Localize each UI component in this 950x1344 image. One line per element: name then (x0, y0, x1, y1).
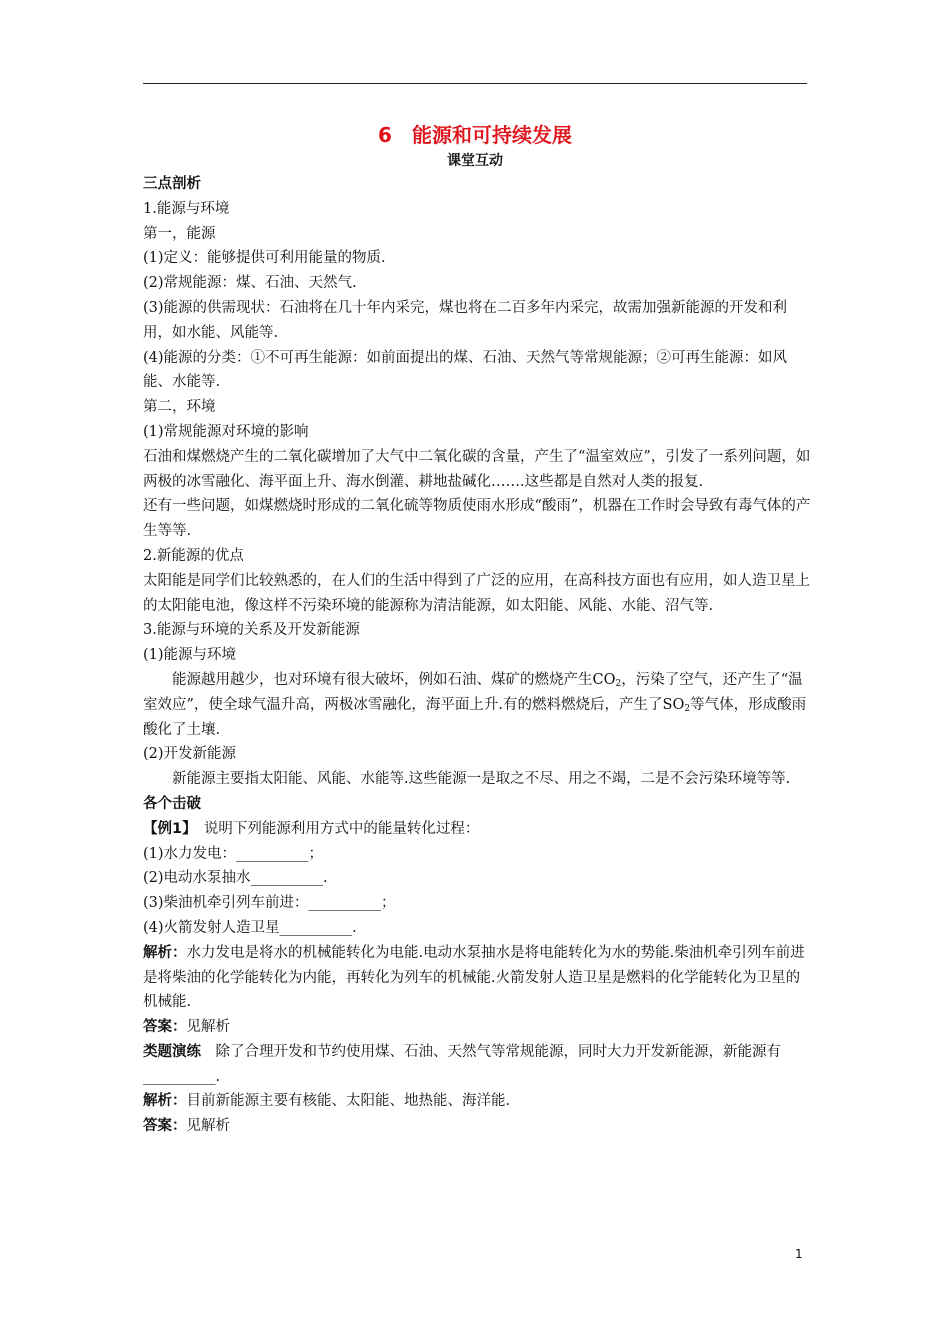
subheading-energy-relationship: 3.能源与环境的关系及开发新能源 (143, 622, 360, 639)
paragraph-greenhouse: 石油和煤燃烧产生的二氧化碳增加了大气中二氧化碳的含量，产生了“温室效应”，引发了一系列问题，如两极的冰雪融化、海平面上升、海水倒灌、耕地盐碱化…….这些都是自然对人类的报复. (143, 448, 811, 490)
paragraph-energy-env-text: 能源越用越少，也对环境有很大破坏，例如石油、煤矿的燃烧产生$CO_2$，污染了空气，还产生了“温室效应”，使全球气温升高，两极冰雪融化，海平面上升.有的燃料燃烧后，产生了$SO_2$等气体，形成酸雨酸化了土壤. (143, 671, 807, 738)
paragraph-energy-env-heading: (1)能源与环境 (143, 647, 237, 664)
paragraph-develop-text: 新能源主要指太阳能、风能、水能等.这些能源一是取之不尽、用之不竭，二是不会污染环境等等. (172, 771, 791, 788)
answer-paragraph: 答案：见解析 (143, 1019, 230, 1036)
paragraph-solar-energy: 太阳能是同学们比较熟悉的，在人们的生活中得到了广泛的应用，在高科技方面也有应用，如人造卫星上的太阳能电池，像这样不污染环境的能源称为清洁能源，如太阳能、风能、水能、沼气等. (143, 572, 810, 614)
subheading-second-environment: 第二，环境 (143, 399, 216, 416)
page-title: 6 能源和可持续发展 (378, 123, 572, 147)
question-2: (2)电动水泵抽水__________. (143, 870, 328, 887)
answer-paragraph-2: 答案：见解析 (143, 1118, 230, 1135)
example-label: 【例1】 (143, 820, 190, 837)
analysis-label: 解析： (143, 944, 187, 961)
analysis-paragraph-2: 解析：目前新能源主要有核能、太阳能、地热能、海洋能. (143, 1093, 511, 1110)
answer-label-2: 答案： (143, 1118, 187, 1135)
paragraph-classification: (4)能源的分类：①不可再生能源：如前面提出的煤、石油、天然气等常规能源；②可再生能源：如风能、水能等. (143, 349, 788, 391)
practice-label: 类题演练 (143, 1043, 201, 1060)
subheading-energy-environment: 1.能源与环境 (143, 200, 230, 217)
answer-label: 答案： (143, 1019, 187, 1036)
section-heading-analysis: 三点剖析 (143, 176, 201, 192)
question-1: (1)水力发电：__________； (143, 845, 324, 862)
paragraph-conventional-energy: (2)常规能源：煤、石油、天然气. (143, 275, 357, 292)
paragraph-definition: (1)定义：能够提供可利用能量的物质. (143, 250, 386, 267)
header-rule (143, 83, 807, 84)
document-body (143, 172, 813, 1139)
analysis-label-2: 解析： (143, 1093, 187, 1110)
paragraph-develop-heading: (2)开发新能源 (143, 746, 237, 763)
subheading-new-energy-advantages: 2.新能源的优点 (143, 547, 244, 564)
section-heading-breakthrough: 各个击破 (143, 795, 201, 812)
practice-question: 类题演练 除了合理开发和节约使用煤、石油、天然气等常规能源，同时大力开发新能源，新能源有__________. (143, 1043, 781, 1085)
question-4: (4)火箭发射人造卫星__________. (143, 919, 357, 936)
paragraph-acid-rain: 还有一些问题，如煤燃烧时形成的二氧化硫等物质使雨水形成“酸雨”，机器在工作时会导致有毒气体的产生等等. (143, 498, 811, 540)
subheading-first-energy: 第一，能源 (143, 225, 216, 242)
page-subtitle: 课堂互动 (447, 153, 503, 169)
paragraph-supply-status: (3)能源的供需现状：石油将在几十年内采完，煤也将在二百多年内采完，故需加强新能源的开发和利用，如水能、风能等. (143, 299, 788, 341)
paragraph-impact-heading: (1)常规能源对环境的影响 (143, 423, 309, 440)
example-question: 【例1】 说明下列能源利用方式中的能量转化过程： (143, 820, 480, 837)
page-number: 1 (795, 1247, 803, 1261)
question-3: (3)柴油机牵引列车前进：__________； (143, 895, 396, 912)
analysis-paragraph: 解析：水力发电是将水的机械能转化为电能.电动水泵抽水是将电能转化为水的势能.柴油机牵引列车前进是将柴油的化学能转化为内能，再转化为列车的机械能.火箭发射人造卫星是燃料的化学能转化为卫星的机械能. (143, 944, 805, 1011)
